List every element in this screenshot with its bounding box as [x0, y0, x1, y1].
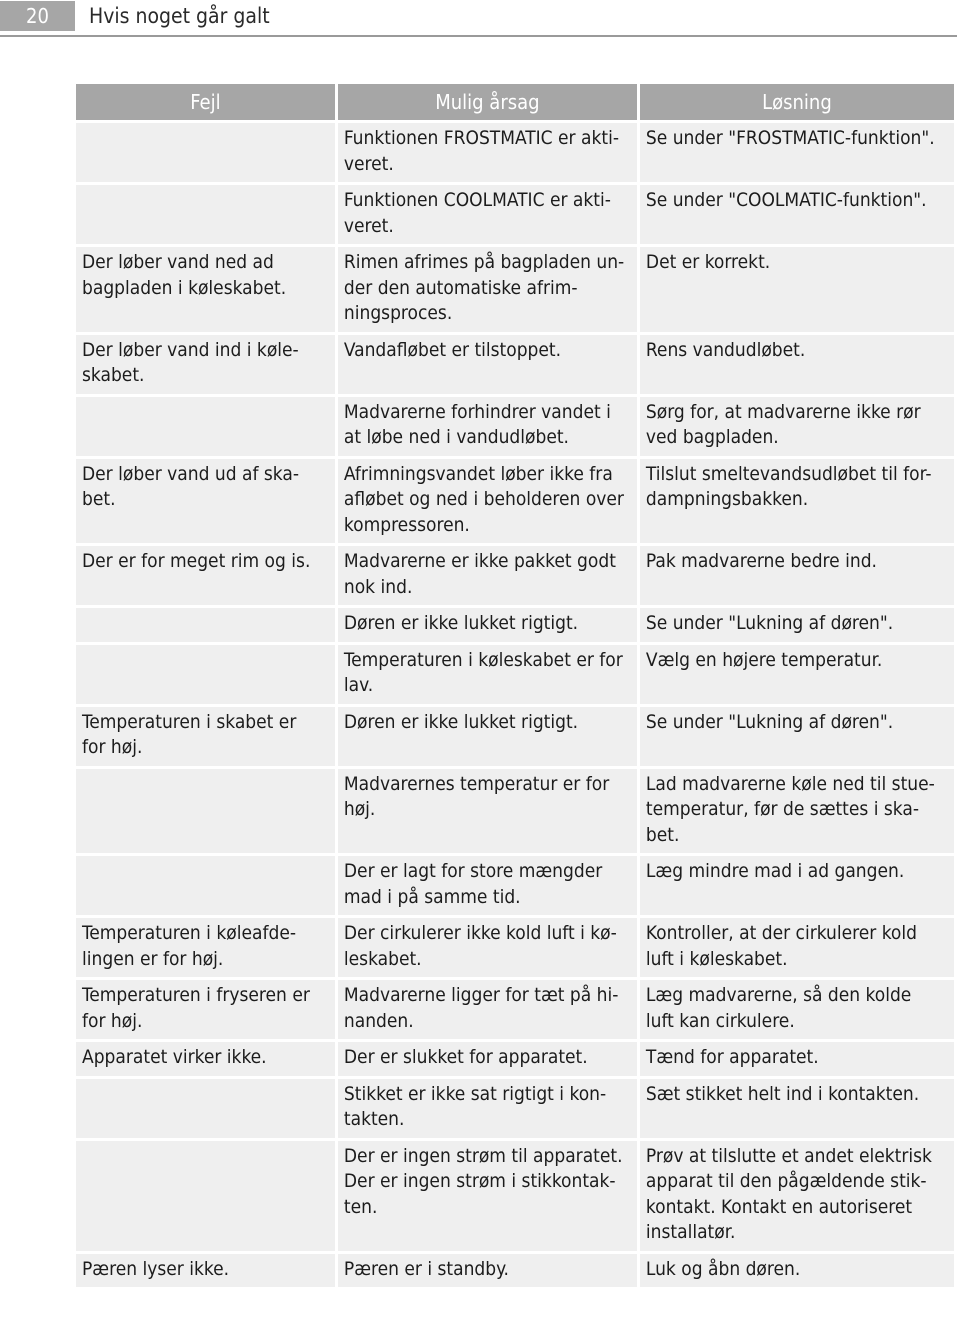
cell-mulig-aarsag: Rimen afrimes på bagpladen un- der den automatiske afrim- ningsproces. — [338, 247, 637, 332]
cell-loesning: Sørg for, at madvarerne ikke rør ved bagpladen. — [640, 397, 954, 456]
cell-loesning: Se under "Lukning af døren". — [640, 707, 954, 766]
cell-loesning: Kontroller, at der cirkulerer kold luft i køleskabet. — [640, 918, 954, 977]
cell-mulig-aarsag: Temperaturen i køleskabet er for lav. — [338, 645, 637, 704]
cell-fejl — [76, 123, 335, 182]
cell-fejl: Der løber vand ud af ska- bet. — [76, 459, 335, 544]
column-header-mulig-aarsag: Mulig årsag — [338, 84, 637, 120]
section-title: Hvis noget går galt — [89, 4, 270, 28]
table-row — [76, 185, 954, 244]
table-header-row — [76, 84, 954, 120]
cell-loesning: Det er korrekt. — [640, 247, 954, 332]
table-row — [76, 459, 954, 544]
cell-fejl: Temperaturen i fryseren er for høj. — [76, 980, 335, 1039]
cell-fejl — [76, 397, 335, 456]
cell-mulig-aarsag: Der er slukket for apparatet. — [338, 1042, 637, 1076]
cell-loesning: Sæt stikket helt ind i kontakten. — [640, 1079, 954, 1138]
table-row — [76, 1254, 954, 1288]
cell-fejl: Temperaturen i køleafde- lingen er for høj. — [76, 918, 335, 977]
table-row — [76, 335, 954, 394]
column-header-fejl: Fejl — [76, 84, 335, 120]
table-row — [76, 397, 954, 456]
cell-mulig-aarsag: Madvarerne er ikke pakket godt nok ind. — [338, 546, 637, 605]
cell-loesning: Prøv at tilslutte et andet elektrisk apparat til den pågældende stik- kontakt. Kontakt en autoriseret installatør. — [640, 1141, 954, 1251]
page-header — [0, 0, 960, 36]
troubleshooting-table — [73, 81, 957, 1290]
cell-loesning: Lad madvarerne køle ned til stue- temperatur, før de sættes i ska- bet. — [640, 769, 954, 854]
cell-fejl: Pæren lyser ikke. — [76, 1254, 335, 1288]
cell-loesning: Se under "FROSTMATIC-funktion". — [640, 123, 954, 182]
table-row — [76, 608, 954, 642]
column-header-loesning: Løsning — [640, 84, 954, 120]
cell-mulig-aarsag: Døren er ikke lukket rigtigt. — [338, 608, 637, 642]
table-row — [76, 856, 954, 915]
cell-loesning: Tilslut smeltevandsudløbet til for- dampningsbakken. — [640, 459, 954, 544]
cell-loesning: Tænd for apparatet. — [640, 1042, 954, 1076]
header-divider — [0, 35, 957, 37]
cell-fejl — [76, 856, 335, 915]
cell-fejl — [76, 1079, 335, 1138]
cell-fejl — [76, 185, 335, 244]
table-row — [76, 769, 954, 854]
table-row — [76, 123, 954, 182]
cell-mulig-aarsag: Madvarerne ligger for tæt på hi- nanden. — [338, 980, 637, 1039]
cell-loesning: Luk og åbn døren. — [640, 1254, 954, 1288]
cell-mulig-aarsag: Madvarerne forhindrer vandet i at løbe ned i vandudløbet. — [338, 397, 637, 456]
cell-mulig-aarsag: Funktionen FROSTMATIC er akti- veret. — [338, 123, 637, 182]
cell-fejl — [76, 645, 335, 704]
cell-loesning: Se under "COOLMATIC-funktion". — [640, 185, 954, 244]
table-row — [76, 980, 954, 1039]
table-row — [76, 1079, 954, 1138]
cell-mulig-aarsag: Der er ingen strøm til apparatet. Der er ingen strøm i stikkontak- ten. — [338, 1141, 637, 1251]
cell-fejl — [76, 769, 335, 854]
table-row — [76, 918, 954, 977]
cell-mulig-aarsag: Madvarernes temperatur er for høj. — [338, 769, 637, 854]
table-row — [76, 645, 954, 704]
cell-mulig-aarsag: Der er lagt for store mængder mad i på samme tid. — [338, 856, 637, 915]
cell-fejl: Der løber vand ind i køle- skabet. — [76, 335, 335, 394]
cell-mulig-aarsag: Afrimningsvandet løber ikke fra afløbet og ned i beholderen over kompressoren. — [338, 459, 637, 544]
table-body — [76, 123, 954, 1287]
page-number: 20 — [0, 1, 75, 31]
cell-mulig-aarsag: Stikket er ikke sat rigtigt i kon- takten. — [338, 1079, 637, 1138]
cell-loesning: Læg madvarerne, så den kolde luft kan cirkulere. — [640, 980, 954, 1039]
table-row — [76, 1141, 954, 1251]
cell-loesning: Vælg en højere temperatur. — [640, 645, 954, 704]
cell-loesning: Læg mindre mad i ad gangen. — [640, 856, 954, 915]
table-row — [76, 546, 954, 605]
cell-mulig-aarsag: Vandafløbet er tilstoppet. — [338, 335, 637, 394]
cell-loesning: Se under "Lukning af døren". — [640, 608, 954, 642]
table-row — [76, 247, 954, 332]
cell-mulig-aarsag: Der cirkulerer ikke kold luft i kø- leskabet. — [338, 918, 637, 977]
cell-fejl: Der løber vand ned ad bagpladen i køleskabet. — [76, 247, 335, 332]
cell-fejl — [76, 608, 335, 642]
cell-fejl — [76, 1141, 335, 1251]
cell-loesning: Pak madvarerne bedre ind. — [640, 546, 954, 605]
cell-fejl: Der er for meget rim og is. — [76, 546, 335, 605]
cell-loesning: Rens vandudløbet. — [640, 335, 954, 394]
table-row — [76, 707, 954, 766]
cell-fejl: Temperaturen i skabet er for høj. — [76, 707, 335, 766]
cell-mulig-aarsag: Funktionen COOLMATIC er akti- veret. — [338, 185, 637, 244]
cell-fejl: Apparatet virker ikke. — [76, 1042, 335, 1076]
cell-mulig-aarsag: Pæren er i standby. — [338, 1254, 637, 1288]
table-row — [76, 1042, 954, 1076]
cell-mulig-aarsag: Døren er ikke lukket rigtigt. — [338, 707, 637, 766]
